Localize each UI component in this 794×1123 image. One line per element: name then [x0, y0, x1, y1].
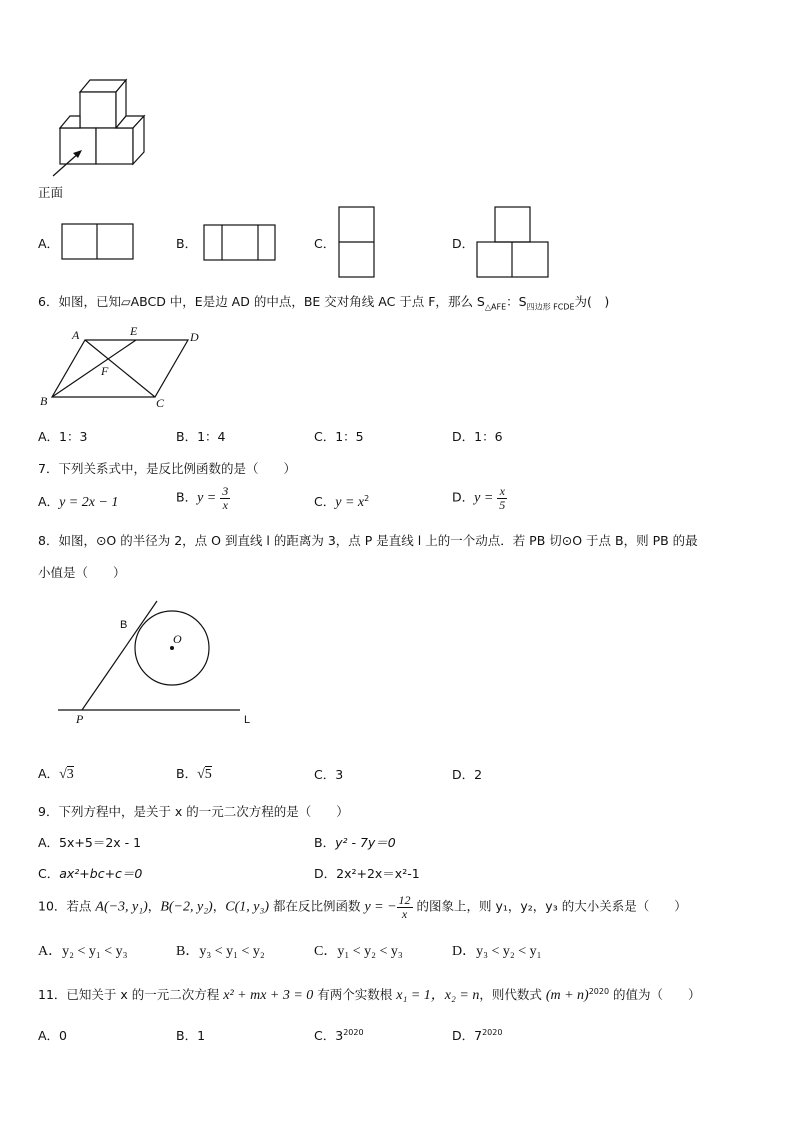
q10-stem-prefix: 10．若点	[38, 898, 96, 914]
q11-option-c-exp: 2020	[343, 1027, 364, 1037]
q5-option-a-label: A．	[38, 236, 60, 251]
q9-stem: 9．下列方程中，是关于 x 的一元二次方程的是（ ）	[38, 804, 349, 819]
q11-expression: (m + n)	[545, 988, 589, 1003]
q11-option-d-base: 7	[474, 1028, 483, 1043]
q10-func-num: 12	[398, 893, 411, 907]
q6-sub-2: 四边形 FCDE	[526, 302, 575, 312]
q11-option-c[interactable]	[314, 1026, 364, 1044]
q8-option-d[interactable]: D．2	[452, 767, 483, 782]
q6-label-a: A	[72, 328, 80, 342]
q10-option-a[interactable]: A．y₂ < y₁ < y₃	[38, 944, 128, 959]
q11-stem-mid: 有两个实数根	[313, 987, 397, 1002]
q6-option-c[interactable]: C．1：5	[314, 429, 364, 444]
q6-label-f: F	[101, 364, 109, 378]
q9-option-b[interactable]	[314, 833, 396, 851]
q7-option-b-num: 3	[222, 484, 229, 498]
q11-stem-mid-2: ，则代数式	[479, 987, 546, 1002]
q5-option-c-label: C．	[314, 236, 336, 251]
q8-option-c[interactable]: C．3	[314, 767, 344, 782]
q10-stem-mid: 都在反比例函数	[268, 898, 365, 914]
q7-option-d-den: 5	[499, 497, 506, 512]
q5-option-b-label: B．	[176, 236, 198, 251]
q10-func-fraction	[397, 894, 413, 920]
q7-option-c-exp: 2	[364, 493, 370, 503]
q8-option-a-label: A．	[38, 766, 60, 781]
q6-stem-prefix: 6．如图，已知▱ABCD 中，E是边 AD 的中点，BE 交对角线 AC 于点 F，那么 S	[38, 294, 485, 309]
q11-option-b[interactable]: B．1	[176, 1028, 206, 1043]
q9-option-c-label: C．	[38, 866, 60, 881]
q6-label-b: B	[40, 394, 48, 408]
q8-option-a-radicand: 3	[66, 767, 74, 782]
q9-option-b-math: y² - 7y＝0	[335, 835, 396, 850]
q9-option-c[interactable]	[38, 864, 142, 882]
q11-option-d-label: D．	[452, 1028, 475, 1043]
q10-sep-1: ，	[147, 898, 161, 914]
q6-option-b[interactable]: B．1：4	[176, 429, 226, 444]
q6-sub-1: △AFE	[484, 302, 507, 312]
q7-option-a-label: A．	[38, 494, 60, 509]
q10-func-den: x	[401, 906, 408, 921]
q7-option-a-math: y = 2x − 1	[59, 495, 119, 510]
q8-stem-line-2: 小值是（ ）	[38, 565, 126, 580]
q11-expression-exp: 2020	[588, 986, 610, 996]
q11-option-a[interactable]: A．0	[38, 1028, 68, 1043]
q7-stem: 7．下列关系式中，是反比例函数的是（ ）	[38, 461, 296, 476]
q8-label-o: O	[173, 632, 182, 646]
q10-point-c: C(1, y₃)	[225, 899, 269, 915]
q11-stem-prefix: 11．已知关于 x 的一元二次方程	[38, 987, 224, 1002]
q6-label-e: E	[130, 324, 138, 338]
q9-option-a[interactable]: A．5x+5＝2x - 1	[38, 835, 142, 850]
q8-label-l: L	[244, 714, 251, 726]
q6-option-a[interactable]: A．1：3	[38, 429, 88, 444]
q7-option-b-lhs: y =	[197, 490, 217, 506]
q7-option-b-den: x	[222, 497, 228, 512]
q10-option-b[interactable]: B．y₃ < y₁ < y₂	[176, 944, 265, 959]
q11-equation: x² + mx + 3 = 0	[223, 988, 314, 1003]
q10-option-d[interactable]: D．y₃ < y₂ < y₁	[452, 944, 542, 959]
q8-option-a-sqrt-icon: √	[59, 767, 67, 782]
q8-option-b-label: B．	[176, 766, 198, 781]
q11-option-c-base: 3	[335, 1028, 344, 1043]
q8-option-b-sqrt-icon: √	[197, 767, 205, 782]
q11-option-c-label: C．	[314, 1028, 336, 1043]
q11-stem-suffix: 的值为（ ）	[609, 987, 701, 1002]
q6-stem-suffix: 为( )	[574, 294, 610, 309]
q7-option-b-label: B．	[176, 489, 198, 505]
q7-option-d-num: x	[497, 485, 507, 499]
q8-option-b-radicand: 5	[204, 767, 212, 782]
q7-option-c-label: C．	[314, 494, 336, 509]
q11-option-d[interactable]	[452, 1026, 502, 1044]
q8-label-b: B	[120, 619, 128, 631]
q8-option-a[interactable]	[38, 764, 74, 783]
q6-stem-mid: ：S	[506, 294, 527, 309]
q6-label-d: D	[190, 330, 199, 344]
q7-option-d-lhs: y =	[474, 490, 494, 506]
q10-sep-2: ，	[212, 898, 226, 914]
q8-stem-line-1: 8．如图，⊙O 的半径为 2，点 O 到直线 l 的距离为 3，点 P 是直线 l 上的一个动点．若 PB 切⊙O 于点 B，则 PB 的最	[38, 533, 698, 548]
q8-label-p: P	[76, 712, 84, 726]
q9-option-b-label: B．	[314, 835, 336, 850]
q10-func-lhs: y = −	[364, 899, 397, 915]
q11-option-d-exp: 2020	[482, 1027, 503, 1037]
q6-option-d[interactable]: D．1：6	[452, 429, 503, 444]
q10-stem	[38, 894, 687, 920]
q7-option-d-label: D．	[452, 489, 475, 505]
front-label: 正面	[38, 185, 64, 200]
q8-option-b[interactable]	[176, 764, 212, 783]
q10-stem-suffix: 的图象上，则 y₁，y₂，y₃ 的大小关系是（ ）	[412, 898, 687, 914]
q9-option-d[interactable]: D．2x²+2x＝x²-1	[314, 866, 420, 881]
q10-point-b: B(−2, y₂)	[160, 899, 213, 915]
q11-stem	[38, 984, 701, 1004]
q10-option-c[interactable]: C．y₁ < y₂ < y₃	[314, 944, 403, 959]
q10-point-a: A(−3, y₁)	[95, 899, 148, 915]
q6-label-c: C	[156, 396, 165, 410]
q9-option-c-math: ax²+bc+c＝0	[59, 866, 143, 881]
q5-option-d-label: D．	[452, 236, 475, 251]
q11-roots: x₁ = 1，x₂ = n	[396, 988, 480, 1003]
q7-option-c-math: y = x	[335, 495, 365, 510]
